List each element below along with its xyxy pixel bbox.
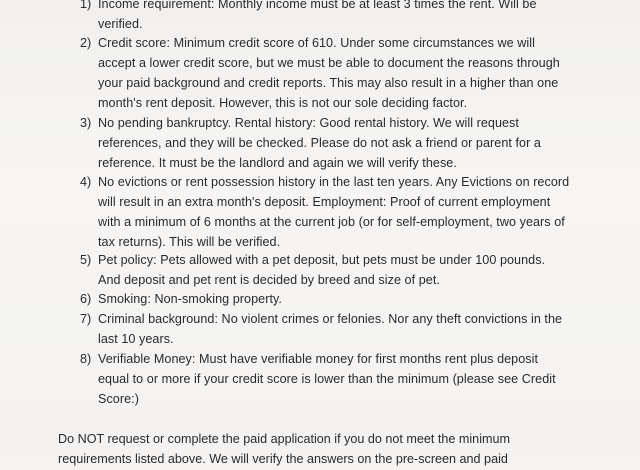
item-line: will result in an extra month's deposit. Employment: Proof of current employment xyxy=(98,195,551,209)
item-line: with a minimum of 6 months at the current job (or for self-employment, two years of xyxy=(98,215,565,229)
item-line: equal to or more if your credit score is lower than the minimum (please see Credit xyxy=(98,372,556,386)
item-number: 4) xyxy=(80,175,92,189)
item-line: Pet policy: Pets allowed with a pet deposit, but pets must be under 100 pounds. xyxy=(98,253,546,267)
item-line: No evictions or rent possession history in the last ten years. Any Evictions on record xyxy=(98,175,570,189)
item-line: And deposit and pet rent is decided by breed and size of pet. xyxy=(98,273,440,287)
item-line: month's rent deposit. However, this is not our sole deciding factor. xyxy=(98,96,468,110)
item-number: 5) xyxy=(80,253,92,267)
item-number: 6) xyxy=(80,292,92,306)
item-line: Credit score: Minimum credit score of 610. Under some circumstances we will xyxy=(98,36,535,50)
item-line: tax returns). This will be verified. xyxy=(98,235,281,249)
item-number: 2) xyxy=(80,36,92,50)
item-line: Smoking: Non-smoking property. xyxy=(98,292,282,306)
item-line: Criminal background: No violent crimes or felonies. Nor any theft convictions in the xyxy=(98,312,563,326)
item-line: reference. It must be the landlord and again we will verify these. xyxy=(98,156,457,170)
footer-line-1: Do NOT request or complete the paid application if you do not meet the minimum xyxy=(58,432,510,446)
item-line: Verifiable Money: Must have verifiable money for first months rent plus deposit xyxy=(98,352,539,366)
item-number: 3) xyxy=(80,116,92,130)
item-line: last 10 years. xyxy=(98,332,174,346)
item-number: 1) xyxy=(80,0,92,11)
item-line: references, and they will be checked. Please do not ask a friend or parent for a xyxy=(98,136,541,150)
item-number: 8) xyxy=(80,352,92,366)
item-line: accept a lower credit score, but we must be able to document the reasons through xyxy=(98,56,560,70)
item-number: 7) xyxy=(80,312,92,326)
item-line: Score:) xyxy=(98,392,139,406)
item-line: Income requirement: Monthly income must be at least 3 times the rent. Will be xyxy=(98,0,537,11)
item-line: your paid background and credit reports. This may also result in a higher than one xyxy=(98,76,559,90)
footer-line-2: requirements listed above. We will verify the answers on the pre-screen and paid xyxy=(58,452,508,466)
item-line: No pending bankruptcy. Rental history: Good rental history. We will request xyxy=(98,116,519,130)
item-line: verified. xyxy=(98,17,143,31)
